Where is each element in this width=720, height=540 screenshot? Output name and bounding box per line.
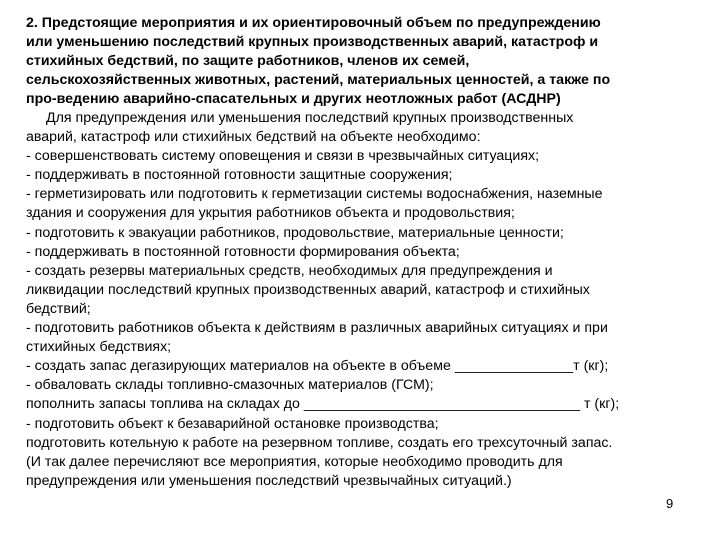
list-item-line: - поддерживать в постоянной готовности защитные сооружения; xyxy=(26,167,453,184)
document-page xyxy=(26,14,702,491)
list-item-line: - герметизировать или подготовить к герметизации системы водоснабжения, наземные xyxy=(26,186,603,203)
list-item-line: - подготовить к эвакуации работников, продовольствие, материальные ценности; xyxy=(26,224,564,241)
list-item-line: - создать запас дегазирующих материалов на объекте в объеме _______________т (кг); xyxy=(26,358,609,375)
closing-note-line: (И так далее перечисляют все мероприятия, которые необходимо проводить для xyxy=(26,453,563,470)
body-text xyxy=(26,109,702,491)
heading-line: 2. Предстоящие мероприятия и их ориентировочный объем по предупреждению xyxy=(26,15,601,31)
paragraph-intro-line: Для предупреждения или уменьшения последствий крупных производственных xyxy=(46,110,574,126)
list-item-line: - подготовить объект к безаварийной остановке производства; xyxy=(26,415,439,432)
list-item-line: бедствий; xyxy=(26,300,91,317)
heading-line: стихийных бедствий, по защите работников, членов их семей, xyxy=(26,53,470,69)
heading-line: или уменьшению последствий крупных производственных аварий, катастроф и xyxy=(26,34,599,50)
list-item-line: - создать резервы материальных средств, необходимых для предупреждения и xyxy=(26,262,553,279)
list-item-line: подготовить котельную к работе на резервном топливе, создать его трехсуточный запас. xyxy=(26,434,613,451)
list-item-line: здания и сооружения для укрытия работников объекта и продовольствия; xyxy=(26,205,515,222)
list-item-line: - совершенствовать систему оповещения и связи в чрезвычайных ситуациях; xyxy=(26,148,540,165)
closing-note-line: предупреждения или уменьшения последствий чрезвычайных ситуаций.) xyxy=(26,472,512,489)
paragraph-intro-line: аварий, катастроф или стихийных бедствий на объекте необходимо: xyxy=(26,129,481,146)
list-item-line: пополнить запасы топлива на складах до ___________________________________ т (кг); xyxy=(26,396,620,413)
list-item-line: стихийных бедствиях; xyxy=(26,339,172,356)
heading-line: про-ведению аварийно-спасательных и других неотложных работ (АСДНР) xyxy=(26,91,561,107)
list-item-line: - подготовить работников объекта к действиям в различных аварийных ситуациях и при xyxy=(26,320,608,337)
list-item-line: - поддерживать в постоянной готовности формирования объекта; xyxy=(26,243,460,260)
list-item-line: - обваловать склады топливно-смазочных материалов (ГСМ); xyxy=(26,377,434,394)
section-heading xyxy=(26,14,702,109)
heading-line: сельскохозяйственных животных, растений, материальных ценностей, а также по xyxy=(26,72,611,88)
page-number: 9 xyxy=(666,496,674,511)
list-item-line: ликвидации последствий крупных производственных аварий, катастроф и стихийных xyxy=(26,281,590,298)
